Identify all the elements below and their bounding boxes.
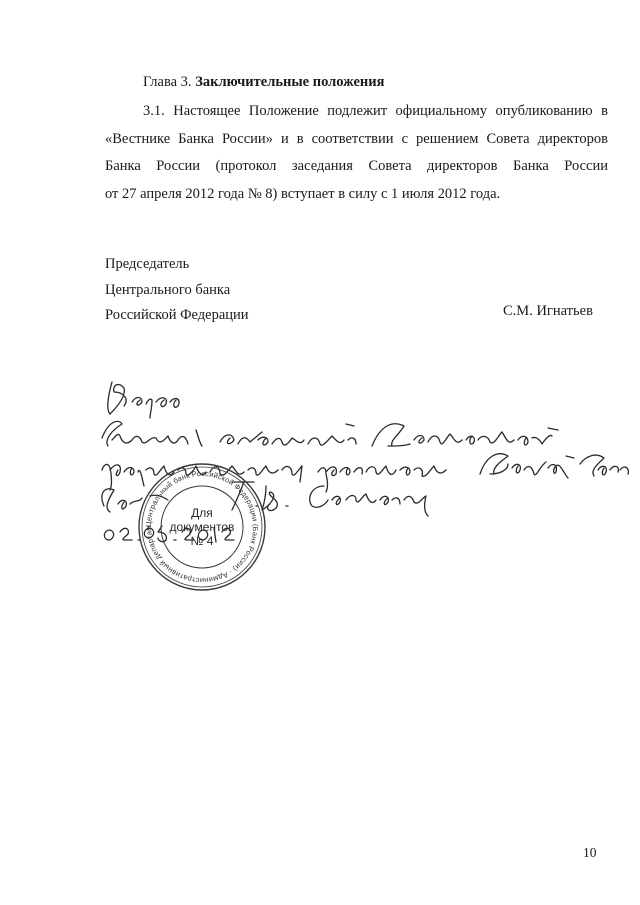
signature-title-line: Центрального банка: [105, 281, 231, 298]
handwriting-line3b: [318, 466, 446, 492]
chapter-title: Заключительные положения: [195, 74, 385, 90]
signatory-name: С.М. Игнатьев: [503, 303, 593, 319]
seal-center-line: документов: [169, 520, 235, 534]
signature-title-line: Российской Федерации: [105, 307, 249, 323]
page-number: 10: [583, 845, 597, 860]
handwriting-verno: [108, 382, 179, 418]
paragraph-line: 3.1. Настоящее Положение подлежит официальному опубликованию в: [143, 103, 608, 119]
paragraph-line: от 27 апреля 2012 года № 8) вступает в силу с 1 июля 2012 года.: [105, 185, 501, 202]
handwriting-line2: [102, 421, 356, 446]
paragraph-line: Банка России (протокол заседания Совета директоров Банка России: [105, 158, 608, 174]
seal-center-line: Для: [191, 506, 213, 520]
official-seal: [137, 462, 267, 592]
handwriting-line3c: [480, 454, 628, 478]
seal-ring-text: Центральный банк Российской Федерации (Банк России) · Административный департам: [143, 468, 261, 586]
seal-center-line: № 4: [190, 534, 214, 548]
paragraph-line: «Вестнике Банка России» и в соответствии с решением Совета директоров: [105, 130, 608, 147]
handwriting-line2b: [372, 424, 558, 446]
chapter-prefix: Глава 3.: [143, 74, 196, 90]
signature-title-line: Председатель: [105, 256, 190, 272]
